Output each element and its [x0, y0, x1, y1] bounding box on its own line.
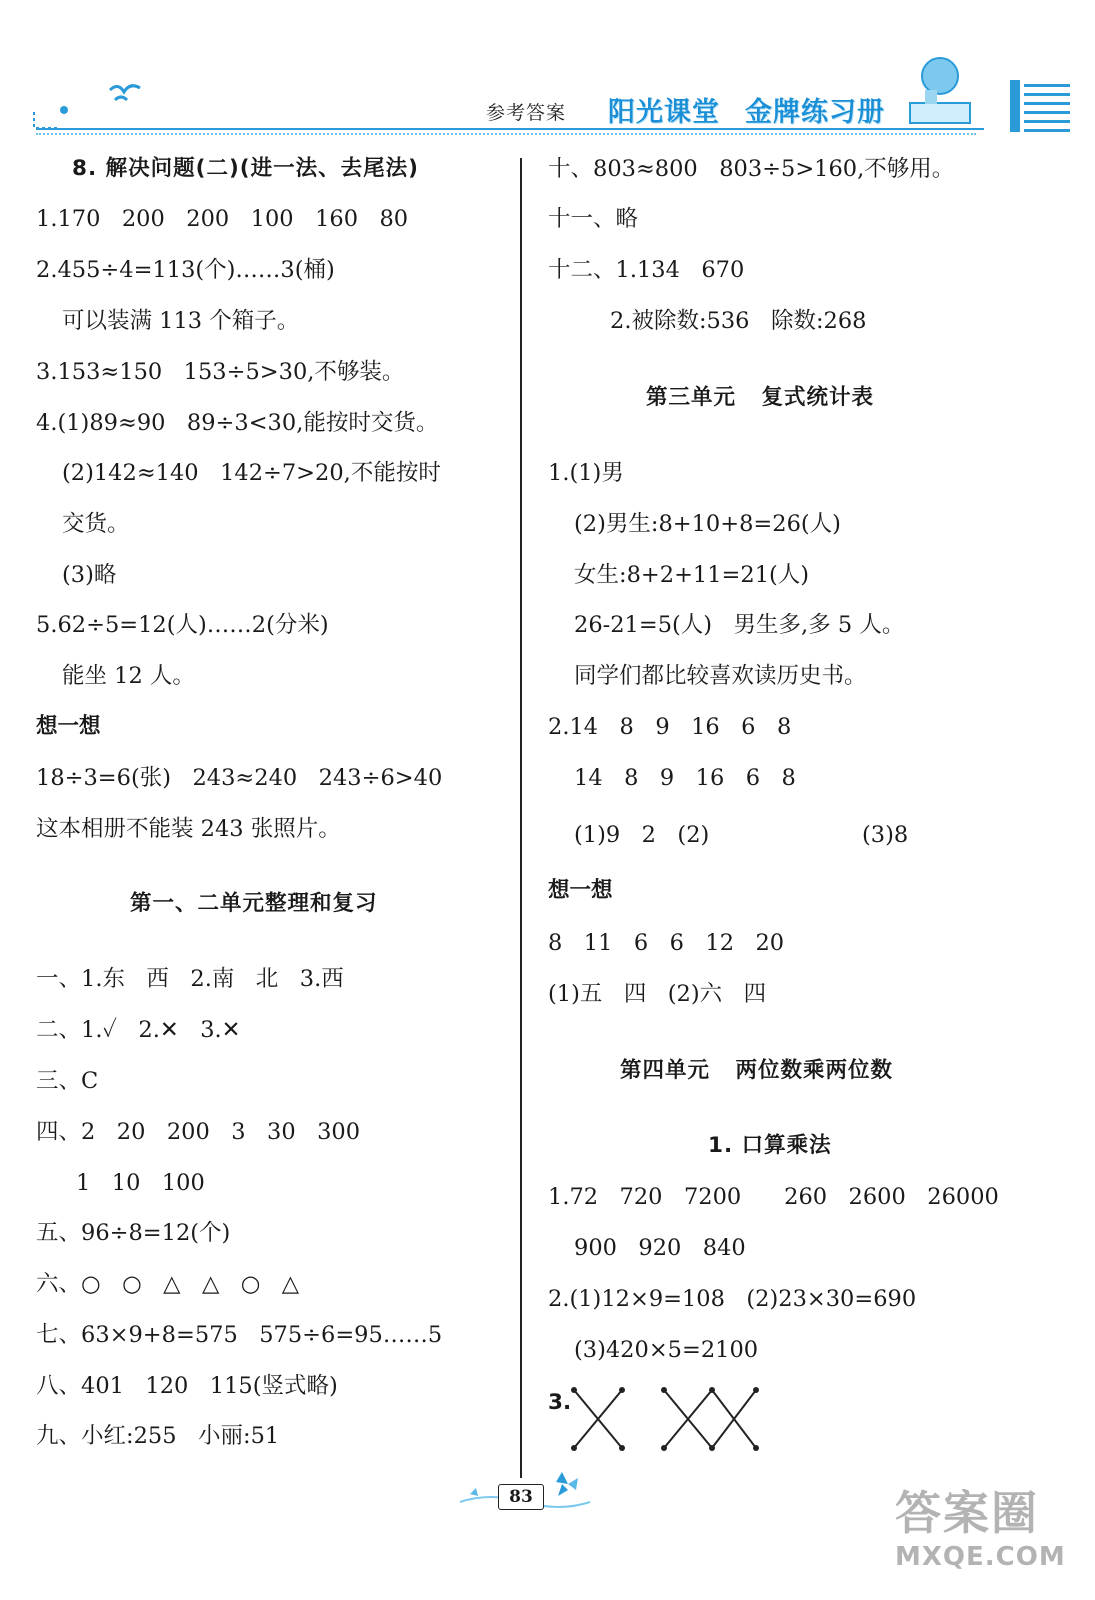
globe-trophy-icon	[895, 48, 985, 132]
answer-line: (3)420×5=2100	[574, 1337, 759, 1363]
series-title-b: 金牌练习册	[745, 97, 885, 128]
think-heading: 想一想	[548, 878, 613, 903]
answer-line: 2.被除数:536 除数:268	[610, 308, 867, 334]
answer-line: 1.170 200 200 100 160 80	[36, 206, 409, 232]
watermark-logo	[895, 1486, 1085, 1590]
answer-line: 8 11 6 6 12 20	[548, 930, 785, 956]
watermark-text-top: 答案圈	[895, 1486, 1039, 1540]
matching-lines-diagram	[566, 1380, 776, 1460]
answer-line: 四、2 20 200 3 30 300	[36, 1119, 361, 1145]
answer-line: 九、小红:255 小丽:51	[36, 1423, 280, 1449]
answer-line: 女生:8+2+11=21(人)	[574, 562, 810, 588]
answer-line: 1.72 720 7200 260 2600 26000	[548, 1184, 999, 1210]
section-heading: 第一、二单元整理和复习	[130, 891, 378, 916]
section-heading: 8. 解决问题(二)(进一法、去尾法)	[72, 156, 419, 181]
answer-line: 一、1.东 西 2.南 北 3.西	[36, 966, 344, 992]
answer-line: (2)男生:8+10+8=26(人)	[574, 511, 841, 537]
answer-line: 26-21=5(人) 男生多,多 5 人。	[574, 612, 905, 638]
answer-line: 十二、1.134 670	[548, 257, 745, 283]
answer-line: 能坐 12 人。	[62, 663, 195, 689]
answer-line: (1)9 2 (2)	[574, 822, 710, 848]
answer-line: 4.(1)89≈90 89÷3<30,能按时交货。	[36, 410, 439, 436]
series-title-a: 阳光课堂	[608, 97, 720, 128]
page-header	[0, 0, 1095, 150]
answer-line: 2.(1)12×9=108 (2)23×30=690	[548, 1286, 917, 1312]
answer-line: 这本相册不能装 243 张照片。	[36, 816, 341, 842]
seagulls-icon	[30, 76, 150, 136]
section-heading: 第四单元 两位数乘两位数	[620, 1058, 893, 1083]
answer-line: 14 8 9 16 6 8	[574, 765, 796, 791]
answer-line: 2.14 8 9 16 6 8	[548, 714, 792, 740]
header-dotted-rule	[36, 133, 976, 135]
answer-line: 六、○ ○ △ △ ○ △	[36, 1271, 300, 1297]
answer-line: (1)五 四 (2)六 四	[548, 981, 767, 1007]
answer-line: 同学们都比较喜欢读历史书。	[574, 663, 867, 689]
answer-line: 2.455÷4=113(个)……3(桶)	[36, 257, 335, 283]
answer-line: 三、C	[36, 1068, 99, 1094]
answer-line: 十一、略	[548, 206, 639, 232]
answer-key-label: 参考答案	[486, 102, 567, 124]
page-number: 83	[498, 1484, 544, 1510]
answer-line: 可以装满 113 个箱子。	[62, 308, 300, 334]
column-divider	[520, 158, 522, 1478]
answer-line: 七、63×9+8=575 575÷6=95……5	[36, 1322, 443, 1348]
answer-line: (3)8	[862, 822, 909, 848]
watermark-text-bottom: MXQE.COM	[895, 1542, 1066, 1572]
answer-line: (3)略	[62, 562, 117, 588]
answer-line: 1 10 100	[76, 1170, 205, 1196]
header-rule	[36, 128, 984, 130]
think-heading: 想一想	[36, 714, 101, 739]
answer-line: (2)142≈140 142÷7>20,不能按时	[62, 460, 441, 486]
answer-line: 18÷3=6(张) 243≈240 243÷6>40	[36, 765, 443, 791]
subsection-heading: 1. 口算乘法	[708, 1133, 832, 1158]
answer-line: 1.(1)男	[548, 460, 624, 486]
answer-line: 十、803≈800 803÷5>160,不够用。	[548, 156, 955, 182]
answer-line: 五、96÷8=12(个)	[36, 1220, 231, 1246]
answer-line: 二、1.✓ 2.✕ 3.✕	[36, 1017, 241, 1043]
section-heading: 第三单元 复式统计表	[646, 385, 874, 410]
answer-line: 3.	[548, 1390, 572, 1415]
answer-line: 900 920 840	[574, 1235, 746, 1261]
header-stripes-icon	[1010, 80, 1070, 132]
answer-line: 5.62÷5=12(人)……2(分米)	[36, 612, 329, 638]
answer-line: 交货。	[62, 511, 130, 537]
answer-line: 八、401 120 115(竖式略)	[36, 1373, 338, 1399]
answer-line: 3.153≈150 153÷5>30,不够装。	[36, 359, 405, 385]
